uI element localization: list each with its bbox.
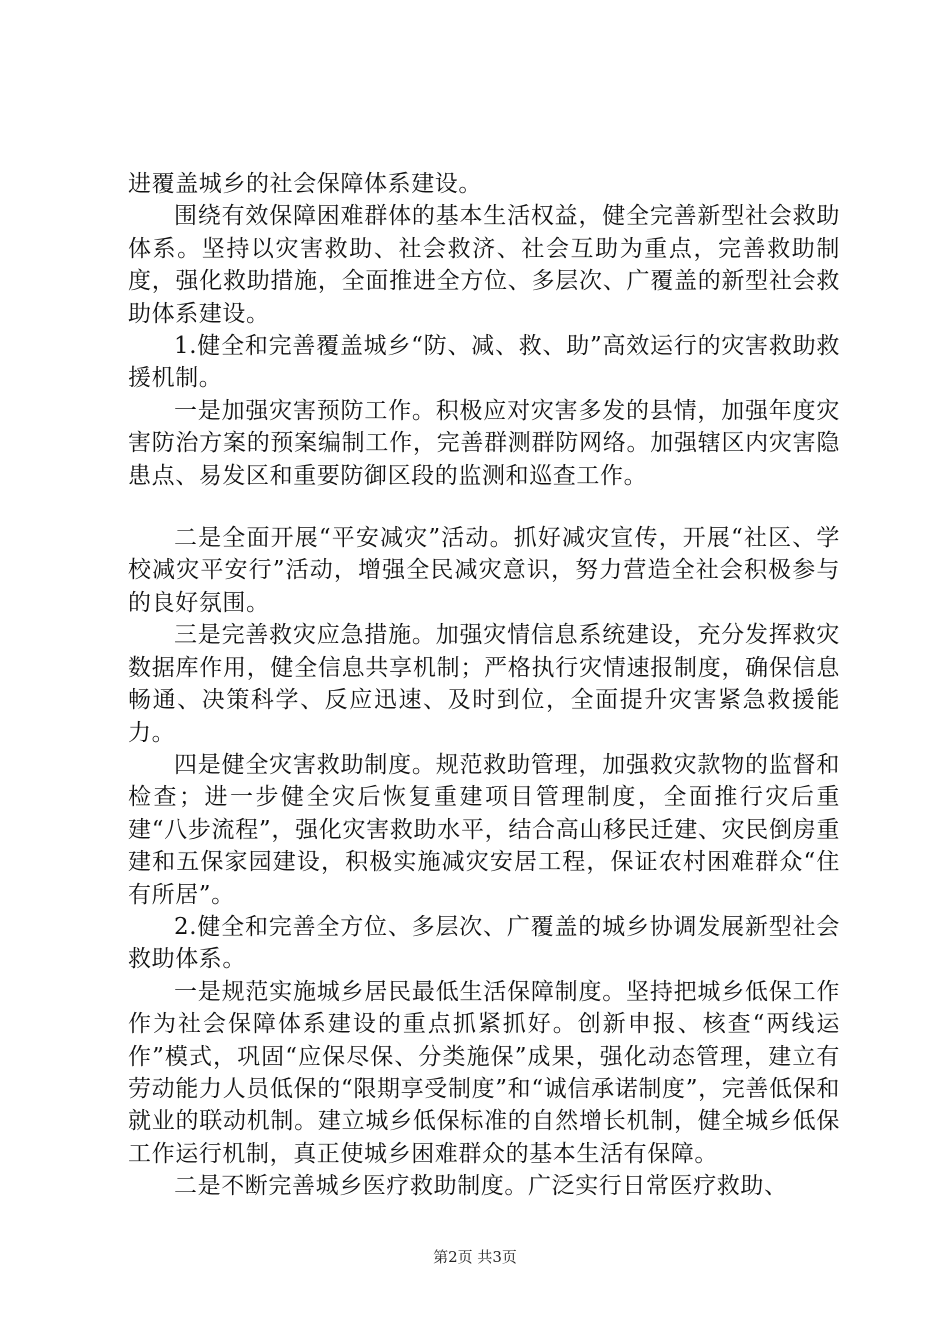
paragraph-emergency-measures: 三是完善救灾应急措施。加强灾情信息系统建设，充分发挥救灾数据库作用，健全信息共享机制；严格执行灾情速报制度，确保信息畅通、决策科学、反应迅速、及时到位，全面提升灾害紧急救援能力。 <box>128 622 840 746</box>
paragraph-social-assistance-intro: 围绕有效保障困难群体的基本生活权益，健全完善新型社会救助体系。坚持以灾害救助、社会救济、社会互助为重点，完善救助制度，强化救助措施，全面推进全方位、多层次、广覆盖的新型社会救助体系建设。 <box>128 203 840 327</box>
page-number-footer: 第2页 共3页 <box>433 1248 517 1266</box>
paragraph-heading-2: 2.健全和完善全方位、多层次、广覆盖的城乡协调发展新型社会救助体系。 <box>128 913 840 973</box>
document-body <box>128 168 840 1203</box>
paragraph-disaster-prevention: 一是加强灾害预防工作。积极应对灾害多发的县情，加强年度灾害防治方案的预案编制工作，完善群测群防网络。加强辖区内灾害隐患点、易发区和重要防御区段的监测和巡查工作。 <box>128 397 840 489</box>
paragraph-heading-1: 1.健全和完善覆盖城乡“防、减、救、助”高效运行的灾害救助救援机制。 <box>128 333 840 392</box>
paragraph-relief-system: 四是健全灾害救助制度。规范救助管理，加强救灾款物的监督和检查；进一步健全灾后恢复重建项目管理制度，全面推行灾后重建“八步流程”，强化灾害救助水平，结合高山移民迁建、灾民倒房重建和五保家园建设，积极实施减灾安居工程，保证农村困难群众“住有所居”。 <box>128 751 840 908</box>
paragraph-medical-assistance: 二是不断完善城乡医疗救助制度。广泛实行日常医疗救助、 <box>174 1173 788 1200</box>
paragraph-minimum-living-security: 一是规范实施城乡居民最低生活保障制度。坚持把城乡低保工作作为社会保障体系建设的重点抓紧抓好。创新申报、核查“两线运作”模式，巩固“应保尽保、分类施保”成果，强化动态管理，建立有劳动能力人员低保的“限期享受制度”和“诚信承诺制度”，完善低保和就业的联动机制。建立城乡低保标准的自然增长机制，健全城乡低保工作运行机制，真正使城乡困难群众的基本生活有保障。 <box>128 978 840 1167</box>
paragraph-safe-disaster-reduction: 二是全面开展“平安减灾”活动。抓好减灾宣传，开展“社区、学校减灾平安行”活动，增强全民减灾意识，努力营造全社会积极参与的良好氛围。 <box>128 525 840 616</box>
paragraph-continuation: 进覆盖城乡的社会保障体系建设。 <box>128 171 482 197</box>
